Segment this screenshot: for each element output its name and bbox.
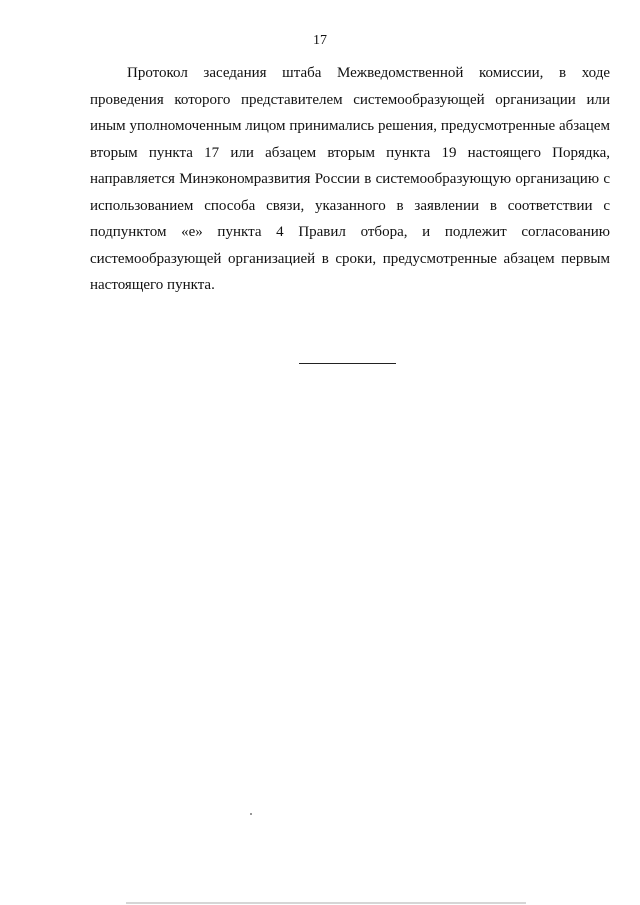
paragraph-line: системообразующей организацией в сроки, предусмотренные абзацем первым bbox=[90, 250, 610, 267]
paragraph-line: использованием способа связи, указанного в заявлении в соответствии с bbox=[90, 197, 610, 214]
body-paragraph bbox=[90, 60, 610, 299]
paragraph-line: настоящего пункта. bbox=[90, 277, 215, 293]
paragraph-line: вторым пункта 17 или абзацем вторым пункта 19 настоящего Порядка, bbox=[90, 144, 610, 161]
paragraph-line: Протокол заседания штаба Межведомственной комиссии, в ходе bbox=[127, 65, 610, 81]
page-bottom-edge bbox=[126, 902, 526, 904]
page-number: 17 bbox=[313, 33, 327, 48]
paragraph-line: направляется Минэкономразвития России в системообразующую организацию с bbox=[90, 171, 610, 187]
end-of-text-rule bbox=[299, 363, 396, 364]
paragraph-line: иным уполномоченным лицом принимались решения, предусмотренные абзацем bbox=[90, 118, 610, 134]
scan-artifact-dot bbox=[250, 813, 252, 815]
paragraph-line: проведения которого представителем системообразующей организации или bbox=[90, 91, 610, 108]
paragraph-line: подпунктом «е» пункта 4 Правил отбора, и подлежит согласованию bbox=[90, 224, 610, 240]
